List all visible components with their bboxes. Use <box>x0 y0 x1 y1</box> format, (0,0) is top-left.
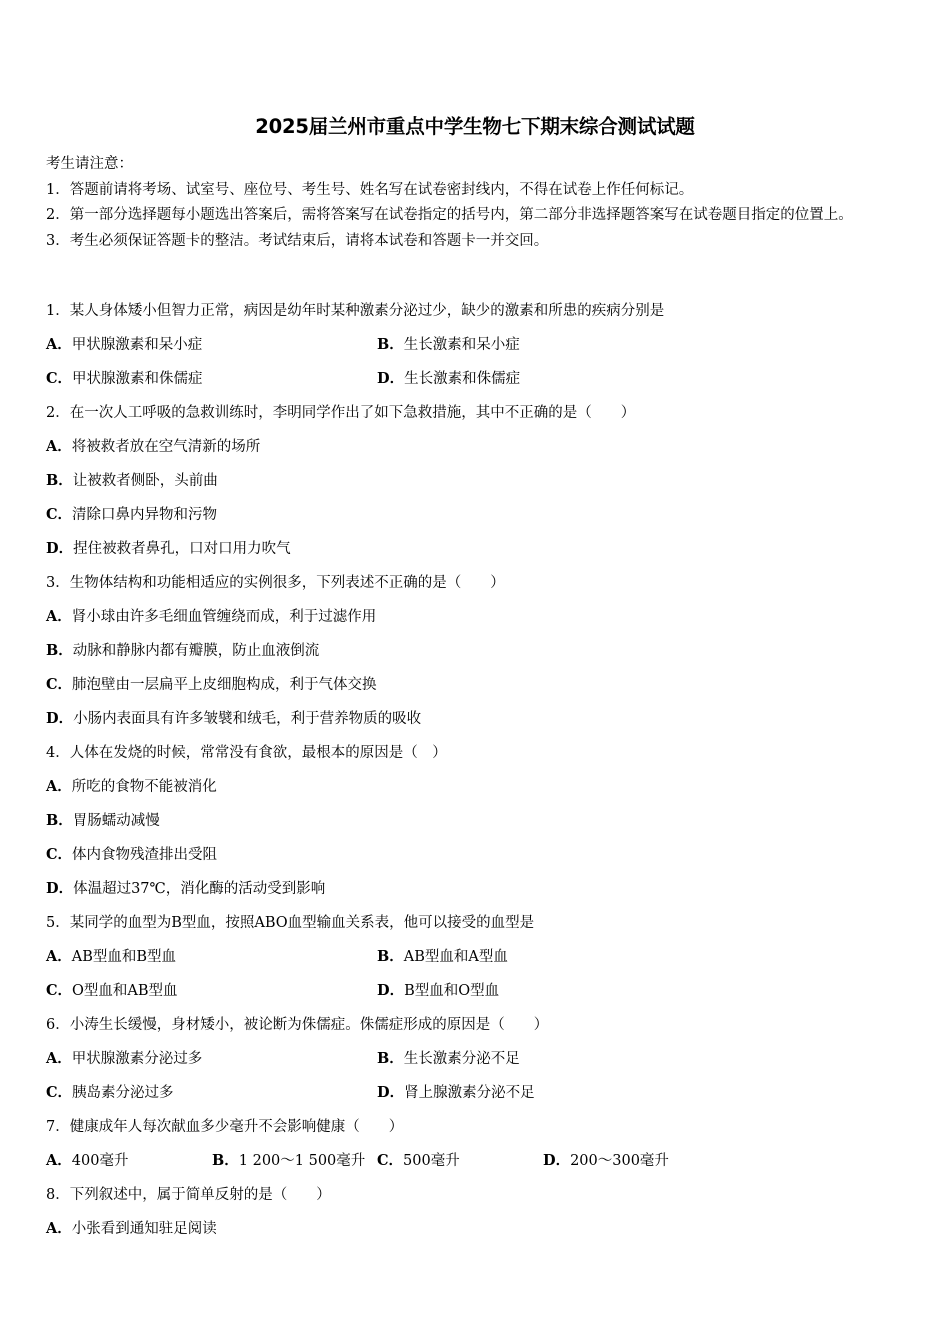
question-stem: 1．某人身体矮小但智力正常，病因是幼年时某种激素分泌过少，缺少的激素和所患的疾病分别是 <box>46 303 665 319</box>
question-stem: 4．人体在发烧的时候，常常没有食欲，最根本的原因是（ ） <box>46 745 447 761</box>
option-b[interactable] <box>46 468 906 502</box>
option-letter: A． <box>46 948 72 965</box>
option-c[interactable] <box>46 1080 377 1114</box>
option-text: 将被救者放在空气清新的场所 <box>71 439 261 455</box>
option-letter: D． <box>46 710 74 727</box>
notice-item: 3．考生必须保证答题卡的整洁。考试结束后，请将本试卷和答题卡一并交回。 <box>46 232 549 249</box>
notice-section <box>46 152 896 254</box>
option-text: O型血和AB型血 <box>72 983 178 999</box>
option-text: 肾上腺激素分泌不足 <box>404 1085 535 1101</box>
option-letter: B． <box>46 642 73 659</box>
option-text: 小肠内表面具有许多皱襞和绒毛，利于营养物质的吸收 <box>73 711 422 727</box>
option-letter: A． <box>46 778 72 795</box>
option-c[interactable] <box>46 502 906 536</box>
option-b[interactable] <box>46 638 906 672</box>
option-c[interactable] <box>46 672 906 706</box>
option-letter: B． <box>377 948 404 965</box>
option-text: 生长激素分泌不足 <box>403 1051 520 1067</box>
question-stem: 6．小涛生长缓慢，身材矮小，被论断为侏儒症。侏儒症形成的原因是（ ） <box>46 1017 549 1033</box>
option-letter: A． <box>46 1152 72 1169</box>
option-row <box>46 366 906 400</box>
option-letter: B． <box>46 812 73 829</box>
option-letter: B． <box>46 472 73 489</box>
option-letter: A． <box>46 438 72 455</box>
option-row <box>46 332 906 366</box>
option-a[interactable] <box>46 1216 906 1250</box>
option-b[interactable] <box>46 808 906 842</box>
option-a[interactable] <box>46 1046 377 1080</box>
option-c[interactable] <box>46 978 377 1012</box>
option-d[interactable] <box>377 978 708 1012</box>
option-text: 清除口鼻内异物和污物 <box>72 507 218 523</box>
option-text: 400毫升 <box>71 1153 129 1169</box>
option-text: 甲状腺激素和呆小症 <box>71 337 203 353</box>
option-b[interactable] <box>377 332 708 366</box>
option-text: 胃肠蠕动减慢 <box>72 813 160 829</box>
question-list <box>46 298 906 1250</box>
option-row <box>46 1148 906 1182</box>
option-row <box>46 944 906 978</box>
option-letter: C． <box>46 370 73 387</box>
option-text: 让被救者侧卧，头前曲 <box>72 473 218 489</box>
option-d[interactable] <box>46 536 906 570</box>
option-a[interactable] <box>46 434 906 468</box>
option-d[interactable] <box>46 706 906 740</box>
option-a[interactable] <box>46 1148 212 1182</box>
option-letter: B． <box>377 1050 404 1067</box>
option-d[interactable] <box>377 1080 708 1114</box>
option-letter: D． <box>377 982 405 999</box>
question-stem: 7．健康成年人每次献血多少毫升不会影响健康（ ） <box>46 1119 404 1135</box>
option-letter: C． <box>46 676 73 693</box>
option-letter: B． <box>212 1152 239 1169</box>
question-stem: 8．下列叙述中，属于简单反射的是（ ） <box>46 1187 331 1203</box>
option-c[interactable] <box>46 366 377 400</box>
option-letter: C． <box>46 982 73 999</box>
option-text: 体内食物残渣排出受阻 <box>72 847 218 863</box>
option-letter: C． <box>46 1084 73 1101</box>
notice-heading: 考生请注意： <box>46 156 133 172</box>
option-text: 体温超过37℃，消化酶的活动受到影响 <box>73 881 326 897</box>
option-c[interactable] <box>46 842 906 876</box>
option-text: 捏住被救者鼻孔，口对口用力吹气 <box>73 541 291 557</box>
option-a[interactable] <box>46 944 377 978</box>
option-letter: D． <box>377 370 405 387</box>
option-letter: C． <box>46 846 73 863</box>
option-d[interactable] <box>543 1148 713 1182</box>
option-text: B型血和O型血 <box>404 983 500 999</box>
question-stem: 3．生物体结构和功能相适应的实例很多，下列表述不正确的是（ ） <box>46 575 505 591</box>
option-b[interactable] <box>212 1148 377 1182</box>
question-stem: 5．某同学的血型为B型血，按照ABO血型输血关系表，他可以接受的血型是 <box>46 915 535 931</box>
option-text: 200～300毫升 <box>570 1153 669 1169</box>
option-letter: C． <box>377 1152 404 1169</box>
option-row <box>46 978 906 1012</box>
option-text: 所吃的食物不能被消化 <box>71 779 217 795</box>
option-a[interactable] <box>46 332 377 366</box>
option-d[interactable] <box>377 366 708 400</box>
option-letter: A． <box>46 1220 72 1237</box>
option-letter: D． <box>543 1152 571 1169</box>
option-c[interactable] <box>377 1148 543 1182</box>
option-d[interactable] <box>46 876 906 910</box>
option-text: AB型血和B型血 <box>71 949 177 965</box>
option-text: 生长激素和呆小症 <box>403 337 520 353</box>
option-letter: D． <box>46 540 74 557</box>
option-text: 甲状腺激素分泌过多 <box>71 1051 203 1067</box>
option-text: 肺泡壁由一层扁平上皮细胞构成，利于气体交换 <box>72 677 377 693</box>
question-stem: 2．在一次人工呼吸的急救训练时，李明同学作出了如下急救措施，其中不正确的是（ ） <box>46 405 636 421</box>
option-letter: D． <box>377 1084 405 1101</box>
option-row <box>46 1080 906 1114</box>
option-text: 肾小球由许多毛细血管缠绕而成，利于过滤作用 <box>71 609 377 625</box>
option-b[interactable] <box>377 1046 708 1080</box>
notice-item: 1．答题前请将考场、试室号、座位号、考生号、姓名写在试卷密封线内，不得在试卷上作任何标记。 <box>46 181 694 198</box>
option-letter: A． <box>46 1050 72 1067</box>
option-text: 小张看到通知驻足阅读 <box>71 1221 217 1237</box>
notice-item: 2．第一部分选择题每小题选出答案后，需将答案写在试卷指定的括号内，第二部分非选择题答案写在试卷题目指定的位置上。 <box>46 207 853 223</box>
option-letter: C． <box>46 506 73 523</box>
option-text: AB型血和A型血 <box>403 949 508 965</box>
option-letter: A． <box>46 336 72 353</box>
option-text: 动脉和静脉内都有瓣膜，防止血液倒流 <box>72 643 320 659</box>
page-title: 2025届兰州市重点中学生物七下期末综合测试试题 <box>255 115 695 138</box>
option-a[interactable] <box>46 774 906 808</box>
option-text: 500毫升 <box>403 1153 460 1169</box>
option-row <box>46 1046 906 1080</box>
option-a[interactable] <box>46 604 906 638</box>
option-text: 1 200～1 500毫升 <box>238 1153 366 1169</box>
option-letter: B． <box>377 336 404 353</box>
option-text: 生长激素和侏儒症 <box>404 371 521 387</box>
option-b[interactable] <box>377 944 708 978</box>
option-letter: A． <box>46 608 72 625</box>
option-text: 甲状腺激素和侏儒症 <box>72 371 203 387</box>
option-letter: D． <box>46 880 74 897</box>
option-text: 胰岛素分泌过多 <box>72 1085 174 1101</box>
